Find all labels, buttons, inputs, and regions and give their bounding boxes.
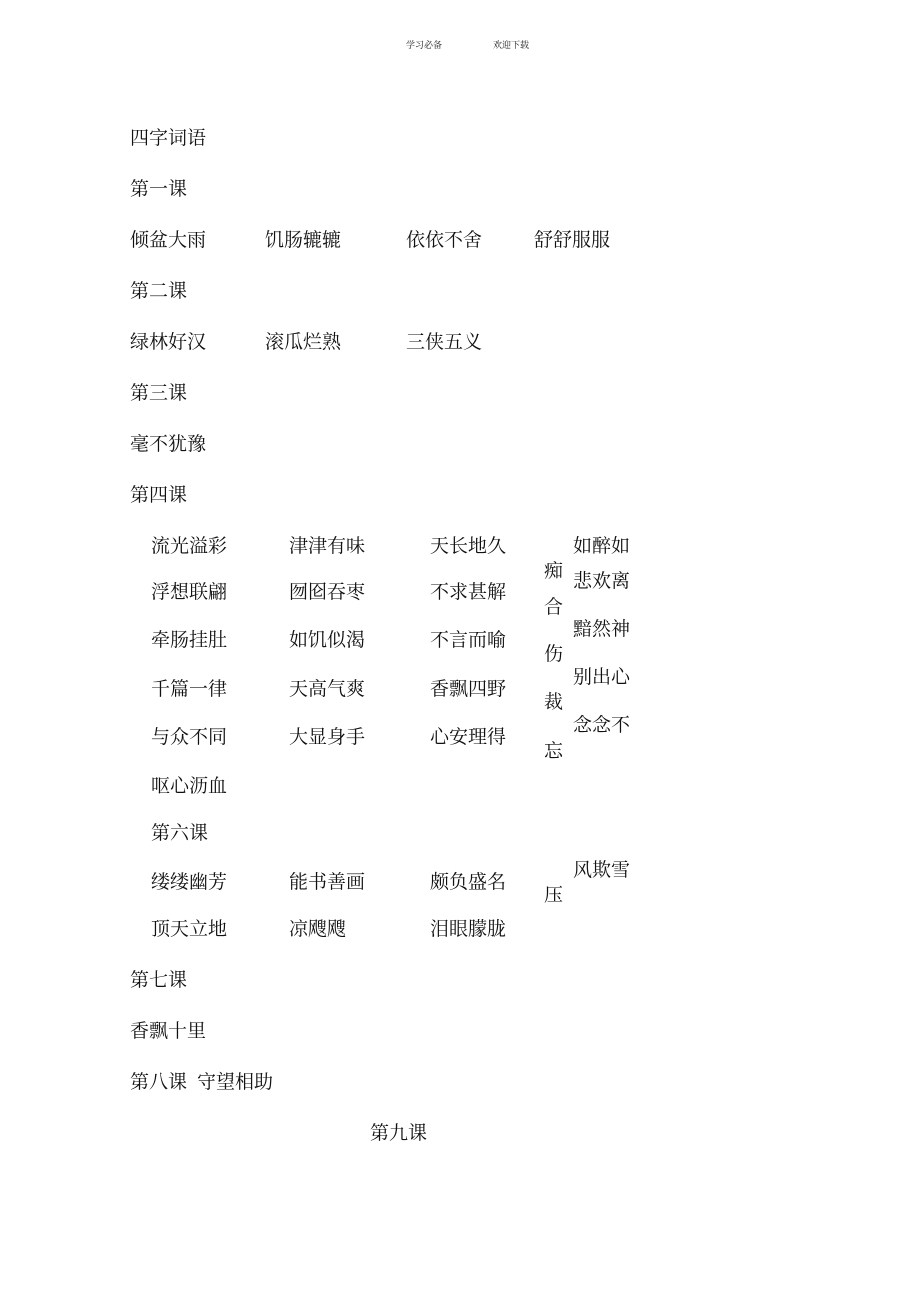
lesson-2-word: 三侠五义 (406, 331, 483, 353)
lesson-4-word: 千篇一律 (151, 678, 228, 700)
header-right: 欢迎下载 (493, 41, 530, 51)
lesson-2-word: 绿林好汉 (130, 331, 207, 353)
lesson-6-title: 第六课 (151, 822, 209, 844)
lesson-4-word: 不言而喻 (430, 629, 507, 651)
lesson-1-word: 舒舒服服 (534, 229, 611, 251)
lesson-4-clipped-char-text: 痴 (544, 560, 564, 582)
lesson-4-word: 浮想联翩 (151, 581, 228, 603)
page-title: 四字词语 (130, 127, 207, 149)
lesson-9-title: 第九课 (370, 1122, 428, 1144)
lesson-4-word: 呕心沥血 (151, 775, 228, 797)
lesson-4-word: 牵肠挂肚 (151, 629, 228, 651)
lesson-1-title: 第一课 (130, 178, 188, 200)
lesson-7-word: 香飘十里 (130, 1020, 207, 1042)
lesson-6-word: 凉飕飕 (289, 918, 347, 940)
lesson-7-title: 第七课 (130, 969, 188, 991)
lesson-4-word: 大显身手 (289, 726, 366, 748)
lesson-4-fragment: 念念不 (573, 714, 631, 736)
lesson-4-char: 合 (544, 596, 564, 618)
lesson-4-char: 裁 (544, 691, 564, 713)
lesson-4-char: 忘 (544, 740, 564, 762)
lesson-3-word: 毫不犹豫 (130, 433, 207, 455)
lesson-4-word: 心安理得 (430, 726, 507, 748)
lesson-4-fragment: 悲欢离 (573, 570, 631, 592)
lesson-4-word: 天长地久 (430, 535, 507, 557)
lesson-6-word: 颇负盛名 (430, 871, 507, 893)
lesson-6-fragment: 风欺雪 (573, 859, 631, 881)
lesson-1-word: 倾盆大雨 (130, 229, 207, 251)
lesson-2-word: 滚瓜烂熟 (265, 331, 342, 353)
lesson-4-fragment: 别出心 (573, 666, 631, 688)
lesson-4-word: 与众不同 (151, 726, 228, 748)
lesson-1-word: 饥肠辘辘 (265, 229, 342, 251)
lesson-4-word: 津津有味 (289, 535, 366, 557)
lesson-4-fragment: 如醉如 (573, 535, 631, 557)
lesson-8-title: 第八课 (130, 1071, 188, 1093)
lesson-8-word: 守望相助 (197, 1071, 274, 1093)
lesson-2-title: 第二课 (130, 280, 188, 302)
lesson-4-word: 囫囵吞枣 (289, 581, 366, 603)
lesson-4-word: 香飘四野 (430, 678, 507, 700)
lesson-4-word: 不求甚解 (430, 581, 507, 603)
lesson-6-char: 压 (544, 884, 564, 906)
lesson-4-char: 伤 (544, 643, 564, 665)
lesson-6-word: 能书善画 (289, 871, 366, 893)
lesson-4-word: 流光溢彩 (151, 535, 228, 557)
lesson-6-word: 顶天立地 (151, 918, 228, 940)
lesson-4-word: 如饥似渴 (289, 629, 366, 651)
lesson-4-fragment: 黯然神 (573, 618, 631, 640)
lesson-6-word: 缕缕幽芳 (151, 871, 228, 893)
header-left: 学习必备 (406, 41, 443, 51)
lesson-4-title: 第四课 (130, 484, 188, 506)
lesson-6-word: 泪眼朦胧 (430, 918, 507, 940)
lesson-3-title: 第三课 (130, 382, 188, 404)
lesson-4-clipped-char (544, 560, 564, 582)
lesson-1-word: 依依不舍 (406, 229, 483, 251)
lesson-4-word: 天高气爽 (289, 678, 366, 700)
